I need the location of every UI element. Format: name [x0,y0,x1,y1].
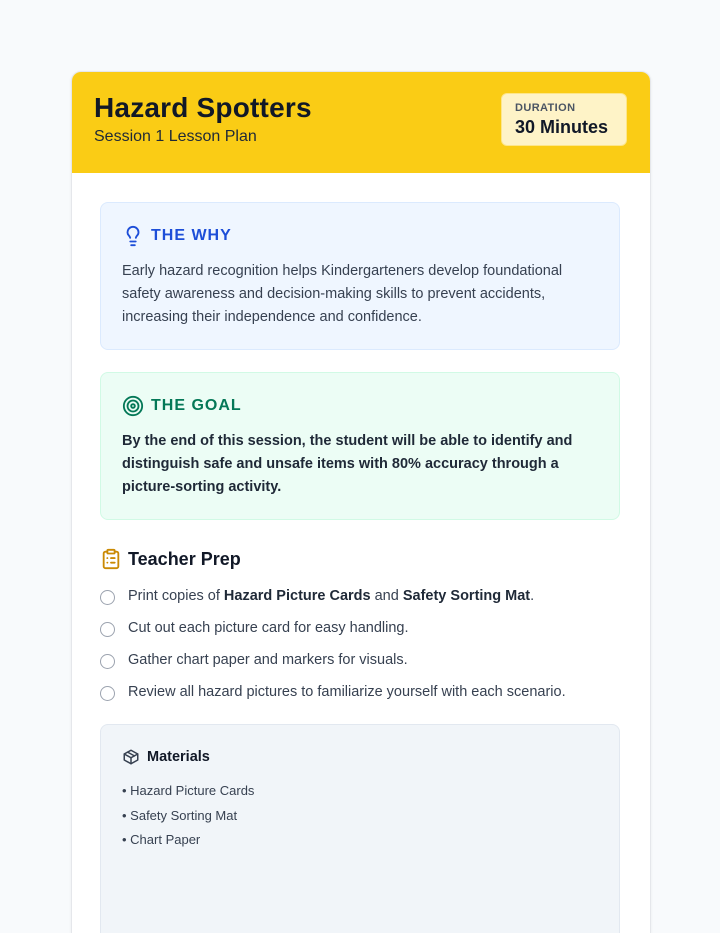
duration-badge [501,93,627,146]
prep-checkbox[interactable] [100,590,115,605]
prep-item-text: Gather chart paper and markers for visuals. [128,652,408,668]
why-text: Early hazard recognition helps Kindergarteners develop foundational safety awareness and decision-making skills to prevent accidents, increasing their independence and confidence. [122,263,563,325]
material-item: • Chart Paper [122,832,201,847]
prep-item [100,586,620,618]
materials-heading: Materials [147,749,210,765]
goal-heading: THE GOAL [151,397,242,414]
lesson-plan-card [71,71,651,933]
prep-item-text: Review all hazard pictures to familiarize yourself with each scenario. [128,684,566,700]
duration-value: 30 Minutes [515,117,609,137]
materials-list [122,783,254,857]
lightbulb-icon [122,225,144,247]
prep-item [100,618,620,650]
prep-item [100,650,620,682]
why-panel [100,202,620,350]
materials-panel [100,724,620,933]
goal-panel [100,372,620,520]
material-item: • Hazard Picture Cards [122,783,255,798]
goal-text: By the end of this session, the student will be able to identify and distinguish safe and unsafe items with 80% accuracy through a picture-sorting activity. [122,433,573,495]
teacher-prep-list [100,586,620,714]
target-icon [122,395,144,417]
prep-item [100,682,620,714]
prep-checkbox[interactable] [100,686,115,701]
clipboard-icon [100,548,122,570]
header [72,72,650,173]
prep-checkbox[interactable] [100,622,115,637]
page-subtitle: Session 1 Lesson Plan [94,128,257,145]
material-item: • Safety Sorting Mat [122,807,238,823]
why-heading: THE WHY [151,227,232,244]
teacher-prep-heading: Teacher Prep [128,549,241,569]
prep-item-text: Print copies of Hazard Picture Cards and Safety Sorting Mat. [128,588,535,604]
package-icon [122,748,140,766]
prep-checkbox[interactable] [100,654,115,669]
page-title: Hazard Spotters [94,92,312,123]
duration-label: DURATION [515,102,576,114]
prep-item-text: Cut out each picture card for easy handling. [128,620,409,636]
